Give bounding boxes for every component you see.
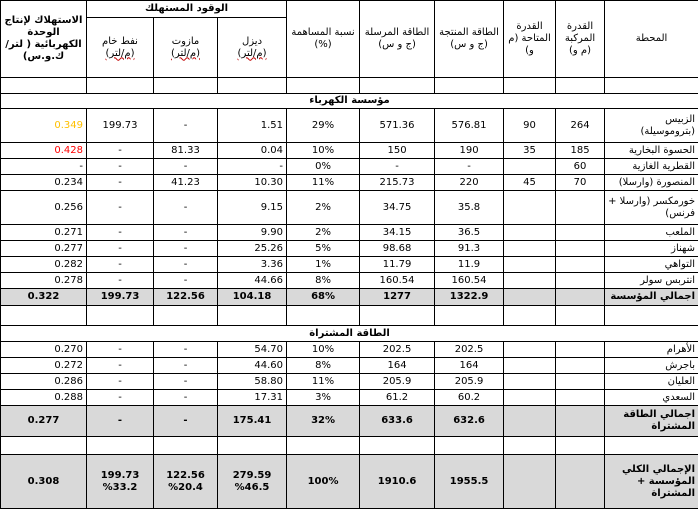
installed-cell: 60	[556, 159, 605, 175]
installed-cell: 70	[556, 175, 605, 191]
sent-cell: 202.5	[360, 342, 435, 358]
header-mazut: مازوت (م/لتر)	[154, 18, 218, 78]
oil-cell: -	[87, 225, 154, 241]
installed-cell	[556, 241, 605, 257]
table-row	[1, 342, 698, 358]
oil-cell: -	[87, 257, 154, 273]
installed-cell	[556, 257, 605, 273]
station-cell: انتربس سولر	[605, 273, 698, 289]
specific-cell: -	[1, 159, 87, 175]
station-cell: الأهرام	[605, 342, 698, 358]
sent-cell: 164	[360, 358, 435, 374]
table-row	[1, 225, 698, 241]
produced-cell: 35.8	[435, 191, 504, 225]
sent-cell: -	[360, 159, 435, 175]
specific-cell: 0.286	[1, 374, 87, 390]
installed-cell	[556, 374, 605, 390]
oil-cell: -	[87, 241, 154, 257]
mazut-cell: -	[154, 390, 218, 406]
diesel-cell: 9.90	[218, 225, 287, 241]
produced-cell: 164	[435, 358, 504, 374]
diesel-cell: 44.66	[218, 273, 287, 289]
installed-cell	[556, 358, 605, 374]
table-row	[1, 273, 698, 289]
sent-cell: 160.54	[360, 273, 435, 289]
available-cell	[504, 374, 556, 390]
header-fuel-group: الوقود المستهلك	[87, 1, 287, 18]
station-cell: العليان	[605, 374, 698, 390]
table-row	[1, 191, 698, 225]
section-title-purchased: الطاقة المشتراة	[1, 326, 698, 342]
station-cell: خورمكسر (وارسلا + فرنس)	[605, 191, 698, 225]
available-cell: 90	[504, 109, 556, 143]
available-cell	[504, 342, 556, 358]
sent-cell: 11.79	[360, 257, 435, 273]
diesel-cell: 0.04	[218, 143, 287, 159]
specific-cell: 0.256	[1, 191, 87, 225]
produced-cell: 190	[435, 143, 504, 159]
oil-cell: -	[87, 175, 154, 191]
section-title-corporation: مؤسسة الكهرباء	[1, 94, 698, 109]
oil-cell: -	[87, 191, 154, 225]
produced-cell: 205.9	[435, 374, 504, 390]
installed-cell	[556, 273, 605, 289]
total-corporation-row: 0.322 199.73 122.56 104.18 68% 1277 1322.9 اجمالي المؤسسة	[1, 289, 698, 306]
share-cell: 8%	[287, 358, 360, 374]
sent-cell: 34.75	[360, 191, 435, 225]
mazut-cell: -	[154, 191, 218, 225]
share-cell: 2%	[287, 191, 360, 225]
share-cell: 29%	[287, 109, 360, 143]
produced-cell: 11.9	[435, 257, 504, 273]
specific-cell: 0.277	[1, 241, 87, 257]
sent-cell: 61.2	[360, 390, 435, 406]
station-cell: القطرية الغازية	[605, 159, 698, 175]
share-cell: 5%	[287, 241, 360, 257]
diesel-cell: -	[218, 159, 287, 175]
mazut-cell: -	[154, 225, 218, 241]
share-cell: 2%	[287, 225, 360, 241]
station-cell: المنصورة (وارسلا)	[605, 175, 698, 191]
diesel-cell: 17.31	[218, 390, 287, 406]
specific-cell: 0.234	[1, 175, 87, 191]
diesel-cell: 58.80	[218, 374, 287, 390]
table-row	[1, 143, 698, 159]
table-row	[1, 241, 698, 257]
specific-cell: 0.272	[1, 358, 87, 374]
sent-cell: 205.9	[360, 374, 435, 390]
available-cell: 45	[504, 175, 556, 191]
produced-cell: 576.81	[435, 109, 504, 143]
grand-total-row: 0.308 199.73 %33.2 122.56 %20.4 279.59 %46.5 100% 1910.6 1955.5 الإجمالي الكلي المؤسسة + المشتراة	[1, 455, 698, 509]
diesel-cell: 54.70	[218, 342, 287, 358]
oil-cell: -	[87, 374, 154, 390]
produced-cell: 220	[435, 175, 504, 191]
station-cell: باجرش	[605, 358, 698, 374]
station-cell: السعدي	[605, 390, 698, 406]
mazut-cell: -	[154, 109, 218, 143]
table-row	[1, 390, 698, 406]
mazut-cell: -	[154, 358, 218, 374]
produced-cell: 91.3	[435, 241, 504, 257]
mazut-cell: -	[154, 273, 218, 289]
specific-cell: 0.278	[1, 273, 87, 289]
header-produced: الطاقة المنتجة (ج و س)	[435, 1, 504, 78]
station-cell: التواهي	[605, 257, 698, 273]
share-cell: 10%	[287, 342, 360, 358]
share-cell: 0%	[287, 159, 360, 175]
oil-cell: -	[87, 143, 154, 159]
oil-cell: -	[87, 358, 154, 374]
available-cell	[504, 257, 556, 273]
available-cell	[504, 273, 556, 289]
table-row	[1, 109, 698, 143]
installed-cell: 264	[556, 109, 605, 143]
oil-cell: -	[87, 159, 154, 175]
station-cell: الحسوة البخارية	[605, 143, 698, 159]
table-row	[1, 175, 698, 191]
diesel-cell: 3.36	[218, 257, 287, 273]
header-diesel: ديزل (م/لتر)	[218, 18, 287, 78]
available-cell	[504, 159, 556, 175]
sent-cell: 215.73	[360, 175, 435, 191]
header-available: القدرة المتاحة (م و)	[504, 1, 556, 78]
table-row	[1, 257, 698, 273]
diesel-cell: 10.30	[218, 175, 287, 191]
station-cell: شهناز	[605, 241, 698, 257]
header-installed: القدرة المركبة (م و)	[556, 1, 605, 78]
oil-cell: -	[87, 390, 154, 406]
mazut-cell: -	[154, 159, 218, 175]
specific-cell: 0.349	[1, 109, 87, 143]
share-cell: 11%	[287, 175, 360, 191]
total-purchased-row: 0.277 - - 175.41 32% 633.6 632.6 اجمالي الطاقة المشتراة	[1, 406, 698, 437]
sent-cell: 571.36	[360, 109, 435, 143]
station-cell: الملعب	[605, 225, 698, 241]
share-cell: 1%	[287, 257, 360, 273]
installed-cell	[556, 390, 605, 406]
specific-cell: 0.428	[1, 143, 87, 159]
installed-cell	[556, 225, 605, 241]
header-share: نسبة المساهمة (%)	[287, 1, 360, 78]
header-crude-oil: نفط خام (م/لتر)	[87, 18, 154, 78]
diesel-cell: 1.51	[218, 109, 287, 143]
mazut-cell: -	[154, 257, 218, 273]
produced-cell: -	[435, 159, 504, 175]
specific-cell: 0.288	[1, 390, 87, 406]
mazut-cell: -	[154, 342, 218, 358]
specific-cell: 0.271	[1, 225, 87, 241]
installed-cell	[556, 191, 605, 225]
share-cell: 11%	[287, 374, 360, 390]
mazut-cell: -	[154, 374, 218, 390]
header-specific: الاستهلاك لإنتاج الوحدة الكهربائية ( لتر/ك.و.س)	[1, 1, 87, 78]
header-sent: الطاقة المرسلة (ج و س)	[360, 1, 435, 78]
share-cell: 8%	[287, 273, 360, 289]
share-cell: 10%	[287, 143, 360, 159]
oil-cell: -	[87, 342, 154, 358]
diesel-cell: 9.15	[218, 191, 287, 225]
produced-cell: 36.5	[435, 225, 504, 241]
sent-cell: 98.68	[360, 241, 435, 257]
station-cell: الزبيس (بتروموسيلة)	[605, 109, 698, 143]
mazut-cell: -	[154, 241, 218, 257]
share-cell: 3%	[287, 390, 360, 406]
sent-cell: 34.15	[360, 225, 435, 241]
table-row	[1, 374, 698, 390]
diesel-cell: 44.60	[218, 358, 287, 374]
mazut-cell: 41.23	[154, 175, 218, 191]
oil-cell: -	[87, 273, 154, 289]
installed-cell: 185	[556, 143, 605, 159]
produced-cell: 60.2	[435, 390, 504, 406]
table-row	[1, 358, 698, 374]
available-cell	[504, 241, 556, 257]
available-cell	[504, 191, 556, 225]
diesel-cell: 25.26	[218, 241, 287, 257]
mazut-cell: 81.33	[154, 143, 218, 159]
table-row	[1, 159, 698, 175]
produced-cell: 160.54	[435, 273, 504, 289]
header-station: المحطة	[605, 1, 698, 78]
installed-cell	[556, 342, 605, 358]
produced-cell: 202.5	[435, 342, 504, 358]
available-cell	[504, 225, 556, 241]
sent-cell: 150	[360, 143, 435, 159]
specific-cell: 0.282	[1, 257, 87, 273]
available-cell	[504, 358, 556, 374]
oil-cell: 199.73	[87, 109, 154, 143]
specific-cell: 0.270	[1, 342, 87, 358]
available-cell: 35	[504, 143, 556, 159]
available-cell	[504, 390, 556, 406]
